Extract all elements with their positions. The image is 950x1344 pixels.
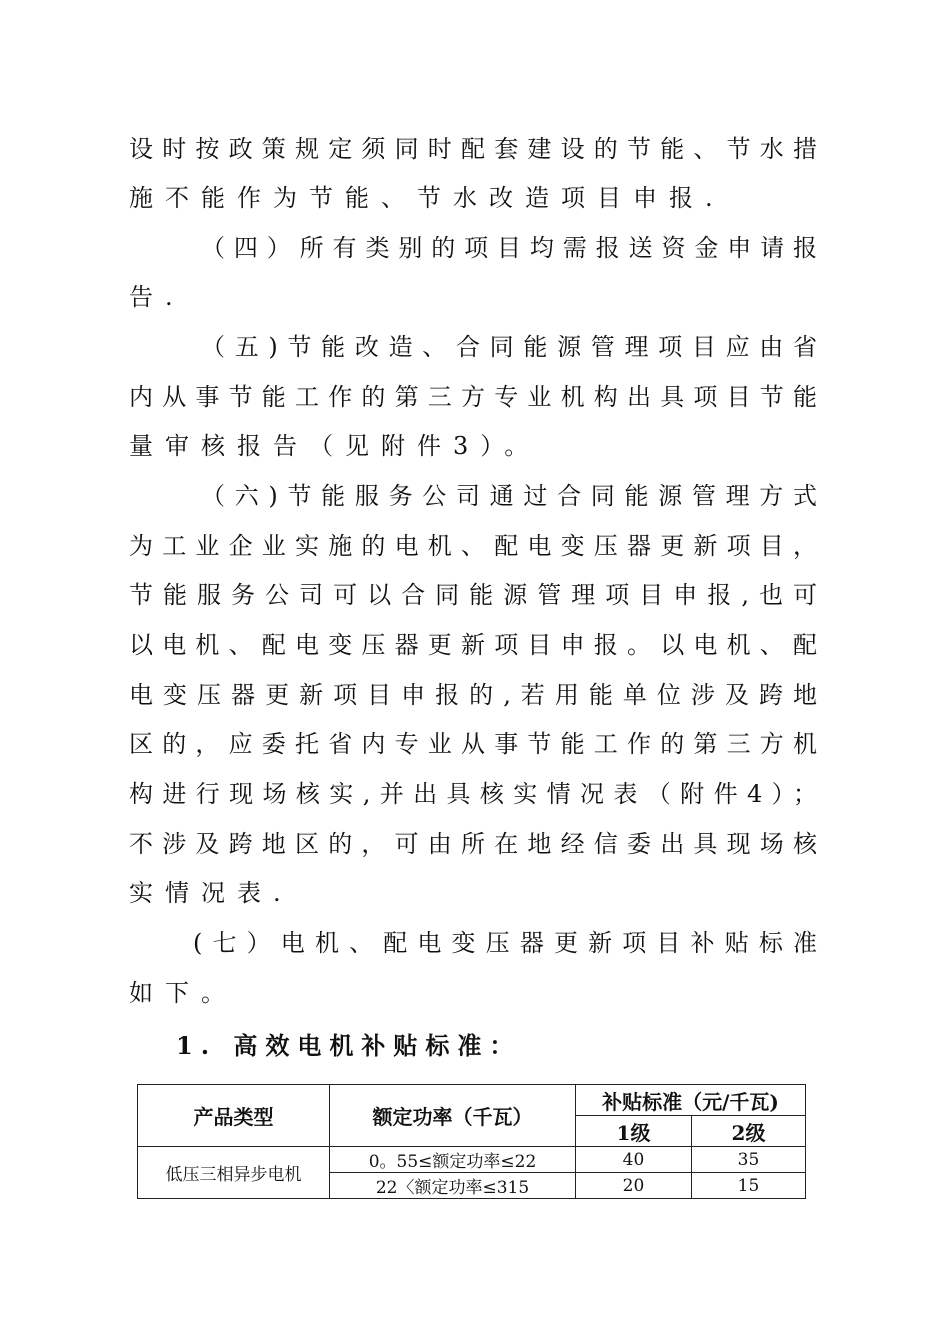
section-heading: 1. 高效电机补贴标准： [176,1031,522,1060]
body-line: 以电机、配电变压器更新项目申报。以电机、配 [129,631,819,659]
header-level-2: 2级 [692,1116,806,1147]
body-line: 电变压器更新项目申报的,若用能单位涉及跨地 [129,681,819,709]
body-line: 内从事节能工作的第三方专业机构出具项目节能 [129,383,819,411]
level-1-cell: 20 [576,1173,692,1199]
table-row [138,1147,806,1173]
body-line: 实情况表. [129,879,293,907]
product-cell: 低压三相异步电机 [138,1147,330,1199]
level-1-cell: 40 [576,1147,692,1173]
header-level-1: 1级 [576,1116,692,1147]
subsidy-table [137,1084,806,1199]
power-range-cell: 0。55≤额定功率≤22 [330,1147,576,1173]
body-line: 区的，应委托省内专业从事节能工作的第三方机 [129,730,819,758]
body-line: 节能服务公司可以合同能源管理项目申报,也可 [129,581,819,609]
level-2-cell: 15 [692,1173,806,1199]
body-line: 不涉及跨地区的，可由所在地经信委出具现场核 [129,830,819,858]
body-line: （四）所有类别的项目均需报送资金申请报 [201,234,819,262]
body-line: 如下。 [129,979,237,1007]
level-2-cell: 35 [692,1147,806,1173]
body-line: 施不能作为节能、节水改造项目申报. [129,184,725,212]
body-line: (七）电机、配电变压器更新项目补贴标准 [193,929,819,957]
header-rated-power: 额定功率（千瓦） [330,1085,576,1147]
header-product-type: 产品类型 [138,1085,330,1147]
body-line: 构进行现场核实,并出具核实情况表（附件4）； [129,780,819,808]
header-subsidy: 补贴标准（元/千瓦) [576,1085,806,1116]
body-line: 量审核报告（见附件3）。 [129,432,541,460]
body-line: 设时按政策规定须同时配套建设的节能、节水措 [129,135,819,163]
body-line: 告. [129,283,185,311]
body-line: （五)节能改造、合同能源管理项目应由省 [201,333,819,361]
body-line: 为工业企业实施的电机、配电变压器更新项目， [129,532,819,560]
power-range-cell: 22〈额定功率≤315 [330,1173,576,1199]
body-line: （六)节能服务公司通过合同能源管理方式 [201,482,819,510]
